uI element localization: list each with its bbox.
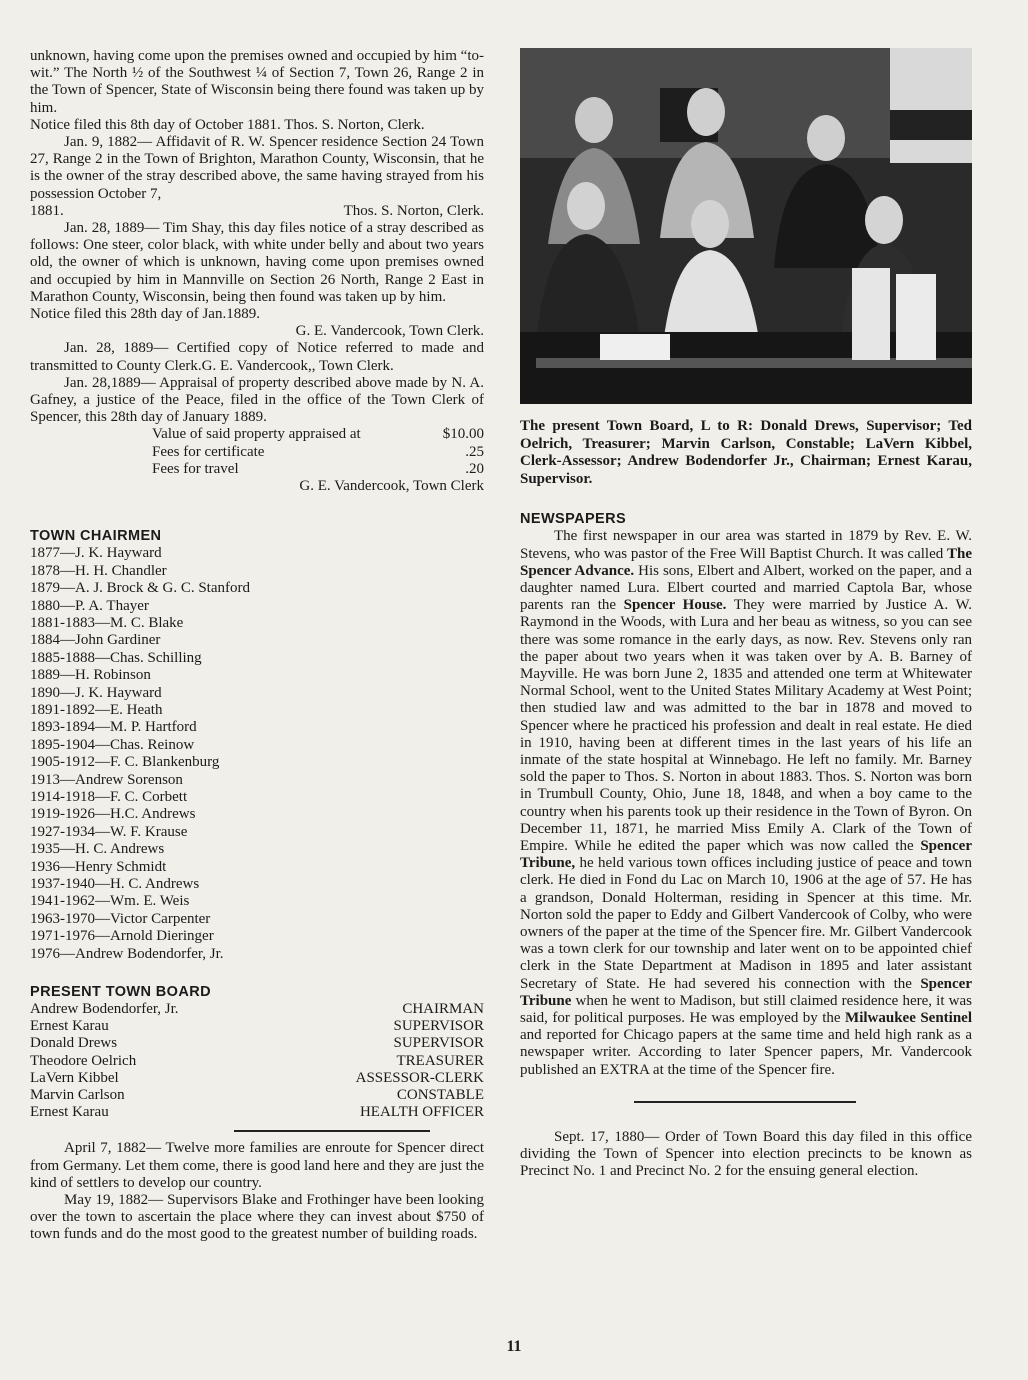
fee-row: Fees for travel .20 [152,460,484,477]
right-column [520,48,972,1180]
board-row: Ernest Karau HEALTH OFFICER [30,1104,484,1121]
paragraph: Sept. 17, 1880— Order of Town Board this day filed in this office dividing the Town of Spencer into election precincts to be known as Precinct No. 1 and Precinct No. 2 for the ensuing general election. [520,1128,972,1180]
divider [234,1130,430,1132]
photo-illustration [520,48,972,404]
list-item: 1941-1962—Wm. E. Weis [30,893,190,910]
left-column [30,48,484,1244]
list-item: 1936—Henry Schmidt [30,858,167,875]
paragraph: The first newspaper in our area was started in 1879 by Rev. E. W. Stevens, who was pastor of the Free Will Baptist Church. It was called The Spencer Advance. His sons, Elbert and Albert, worked on the paper, and a daughter named Lura. Elbert courted and married Captola Bar, whose parents ran the Spencer House. They were married by Justice A. W. Raymond in the Woods, with Lura and her beau as witness, so you can see there was some romance in the early days, as now. Rev. Stevens only ran the paper about two years when it was taken over by A. B. Barney of Mayville. He was born June 2, 1835 and attended one term at Whitewater Normal School, went to the United States Military Academy at West Point; then studied law and was admitted to the bar in 1878 and moved to Spencer where he practiced his profession and dealt in real estate. He died in 1910, having been at different times in the last years of his life an inmate of the state hospital at Winnebago. He left no family. Mr. Barney sold the paper to Thos. S. Norton in about 1883. Thos. S. Norton was born in Trumbull County, Ohio, June 18, 1848, and when a boy came to the country when his parents took up their residence in the Town of Byron. On December 11, 1871, he married Miss Emily A. Clark of the Town of Empire. While he edited the paper which was now called the Spencer Tribune, he held various town offices including justice of peace and town clerk. He died in Fond du Lac on March 10, 1906 at the age of 57. He has a grandson, Donald Holterman, residing in Spencer at this time. Mr. Norton sold the paper to Eddy and Gilbert Vandercook of Colby, who were owners of the paper at the time of the Spencer fire. Mr. Gilbert Vandercook was a town clerk for our township and later went on to be appointed chief clerk in the State Department at Madison in 1895 and later assistant Secretary of State. He had severed his connection with the Spencer Tribune when he went to Madison, but still claimed residence here, it was said, for political purposes. He was employed by the Milwaukee Sentinel and reported for Chicago papers at the same time and held high rank as a newspaper writer. According to later Spencer papers, Mr. Vandercook published an EXTRA at the time of the Spencer fire. [520,528,973,1078]
signature: G. E. Vandercook, Town Clerk. [295,323,484,340]
list-item: 1881-1883—M. C. Blake [30,614,184,631]
list-item: 1976—Andrew Bodendorfer, Jr. [30,945,224,962]
list-item: 1884—John Gardiner [30,632,161,649]
list-item: 1895-1904—Chas. Reinow [30,736,195,753]
board-row: Andrew Bodendorfer, Jr. CHAIRMAN [30,1001,484,1018]
list-item: 1919-1926—H.C. Andrews [30,806,196,823]
list-item: 1963-1970—Victor Carpenter [30,910,211,927]
page-number: 11 [506,1338,522,1355]
paragraph: Jan. 28, 1889— Tim Shay, this day files notice of a stray described as follows: One steer, color black, with white under belly and about two years old, the owner of which is unknown, having come upon premises owned and occupied by him in Mannville on Section 26 North, Range 2 East in Marathon County, Wisconsin, being then found was taken up by him. [30,220,484,305]
list-item: 1905-1912—F. C. Blankenburg [30,754,220,771]
list-item: 1937-1940—H. C. Andrews [30,876,200,892]
signature: G. E. Vandercook, Town Clerk [299,478,484,495]
paragraph: unknown, having come upon the premises owned and occupied by him “to-wit.” The North ½ of the Southwest ¼ of Section 7, Town 26, Range 2 in the Town of Spencer, State of Wisconsin being there found was taken up by him. [30,48,484,116]
board-row: LaVern Kibbel ASSESSOR-CLERK [30,1069,484,1086]
fees-table [152,426,484,478]
signature-line: 1881. Thos. S. Norton, Clerk. [30,202,484,219]
list-item: 1893-1894—M. P. Hartford [30,719,197,736]
chairmen-list [30,545,484,963]
paragraph: Jan. 9, 1882— Affidavit of R. W. Spencer residence Section 24 Town 27, Range 2 in the Town of Brighton, Marathon County, Wisconsin, that he is the owner of the stray described above, the same having strayed from his possession October 7, [30,134,484,202]
board-row: Marvin Carlson CONSTABLE [30,1087,484,1104]
fee-row: Fees for certificate .25 [152,443,484,460]
paragraph: Notice filed this 28th day of Jan.1889. [30,306,260,323]
list-item: 1971-1976—Arnold Dieringer [30,928,214,945]
section-heading: NEWSPAPERS [520,511,627,528]
list-item: 1935—H. C. Andrews [30,841,165,858]
town-board-list [30,1001,484,1121]
paragraph: Jan. 28, 1889— Certified copy of Notice referred to made and transmitted to County Clerk.G. E. Vandercook,, Town Clerk. [30,340,484,374]
list-item: 1877—J. K. Hayward [30,545,162,562]
list-item: 1891-1892—E. Heath [30,701,163,718]
board-row: Theodore Oelrich TREASURER [30,1052,484,1069]
photo-caption: The present Town Board, L to R: Donald Drews, Supervisor; Ted Oelrich, Treasurer; Marvin Carlson, Constable; LaVern Kibbel, Clerk-Assessor; Andrew Bodendorfer Jr., Chairman; Ernest Karau, Supervisor. [520,418,972,487]
board-row: Donald Drews SUPERVISOR [30,1035,484,1052]
town-board-photo [520,48,972,404]
section-heading: TOWN CHAIRMEN [30,528,162,545]
paragraph: Notice filed this 8th day of October 1881. Thos. S. Norton, Clerk. [30,116,425,133]
list-item: 1885-1888—Chas. Schilling [30,649,202,666]
divider [634,1101,856,1103]
list-item: 1880—P. A. Thayer [30,597,149,614]
list-item: 1914-1918—F. C. Corbett [30,788,188,805]
list-item: 1890—J. K. Hayward [30,684,162,701]
list-item: 1879—A. J. Brock & G. C. Stanford [30,580,250,597]
board-row: Ernest Karau SUPERVISOR [30,1018,484,1035]
paragraph: April 7, 1882— Twelve more families are enroute for Spencer direct from Germany. Let them come, there is good land here and they are just the kind of settlers to develop our country. [30,1140,484,1191]
list-item: 1927-1934—W. F. Krause [30,823,188,840]
fee-row: Value of said property appraised at $10.00 [152,426,484,443]
list-item: 1878—H. H. Chandler [30,562,167,579]
paragraph: May 19, 1882— Supervisors Blake and Frothinger have been looking over the town to ascertain the place where they can invest about $750 of town funds and do the most good to the greatest number of building roads. [30,1192,484,1243]
paragraph: Jan. 28,1889— Appraisal of property described above made by N. A. Gafney, a justice of the Peace, filed in the office of the Town Clerk of Spencer, this 28th day of January 1889. [30,374,484,426]
list-item: 1913—Andrew Sorenson [30,771,183,788]
section-heading: PRESENT TOWN BOARD [30,984,211,1001]
list-item: 1889—H. Robinson [30,667,151,684]
